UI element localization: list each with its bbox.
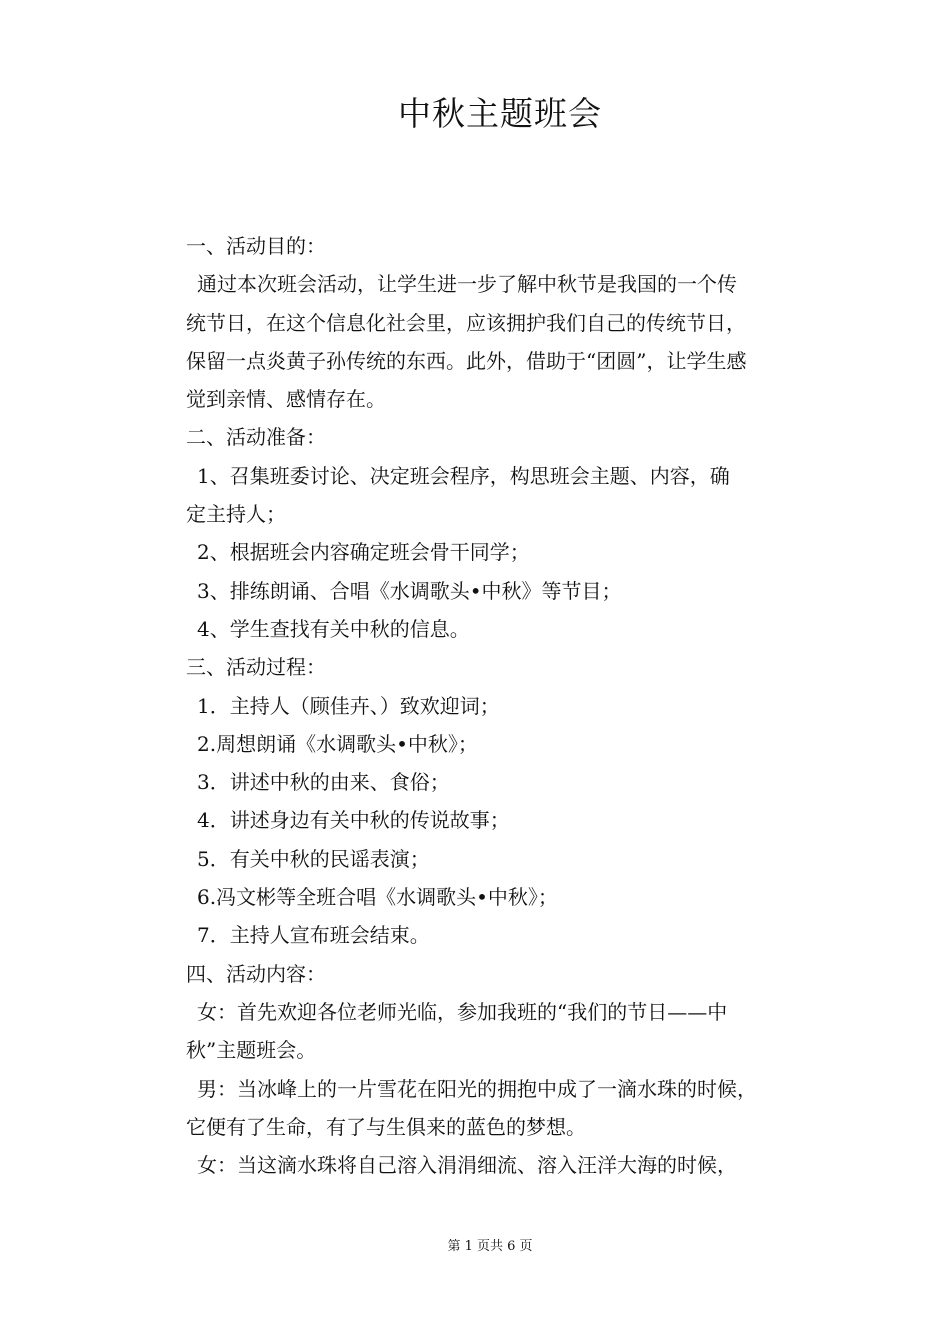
list-item: 5．有关中秋的民谣表演； — [197, 846, 430, 871]
heading-process: 三、活动过程： — [186, 655, 326, 680]
list-item: 1．主持人（顾佳卉、）致欢迎词； — [197, 693, 500, 718]
document-body — [186, 227, 811, 1184]
list-item: 4、学生查找有关中秋的信息。 — [197, 616, 470, 641]
list-item: 4．讲述身边有关中秋的传说故事； — [197, 808, 510, 833]
list-item: 1、召集班委讨论、决定班会程序，构思班会主题、内容，确 — [197, 463, 730, 488]
list-item: 3．讲述中秋的由来、食俗； — [197, 770, 450, 795]
paragraph-line: 统节日，在这个信息化社会里，应该拥护我们自己的传统节日， — [186, 310, 746, 335]
heading-purpose: 一、活动目的： — [186, 234, 326, 258]
list-item: 3、排练朗诵、合唱《水调歌头•中秋》等节目； — [197, 578, 622, 603]
page-footer: 第 1 页共 6 页 — [447, 1239, 533, 1254]
paragraph-line: 觉到亲情、感情存在。 — [186, 387, 386, 412]
heading-preparation: 二、活动准备： — [186, 425, 326, 450]
dialogue-line: 女：当这滴水珠将自己溶入涓涓细流、溶入汪洋大海的时候， — [197, 1153, 737, 1178]
dialogue-line: 男：当冰峰上的一片雪花在阳光的拥抱中成了一滴水珠的时候， — [197, 1076, 757, 1101]
list-item: 2.周想朗诵《水调歌头•中秋》； — [197, 731, 478, 756]
dialogue-continuation: 秋”主题班会。 — [186, 1038, 317, 1063]
list-item-continuation: 定主持人； — [186, 502, 286, 527]
paragraph-line: 通过本次班会活动，让学生进一步了解中秋节是我国的一个传 — [197, 272, 737, 297]
list-item: 2、根据班会内容确定班会骨干同学； — [197, 540, 530, 565]
paragraph-line: 保留一点炎黄子孙传统的东西。此外，借助于“团圆”，让学生感 — [186, 348, 747, 373]
list-item: 7．主持人宣布班会结束。 — [197, 923, 430, 948]
heading-content: 四、活动内容： — [186, 961, 326, 986]
dialogue-line: 女：首先欢迎各位老师光临，参加我班的“我们的节日——中 — [197, 999, 728, 1024]
document-title: 中秋主题班会 — [398, 94, 602, 133]
dialogue-continuation: 它便有了生命，有了与生俱来的蓝色的梦想。 — [186, 1114, 586, 1139]
list-item: 6.冯文彬等全班合唱《水调歌头•中秋》； — [197, 885, 558, 910]
